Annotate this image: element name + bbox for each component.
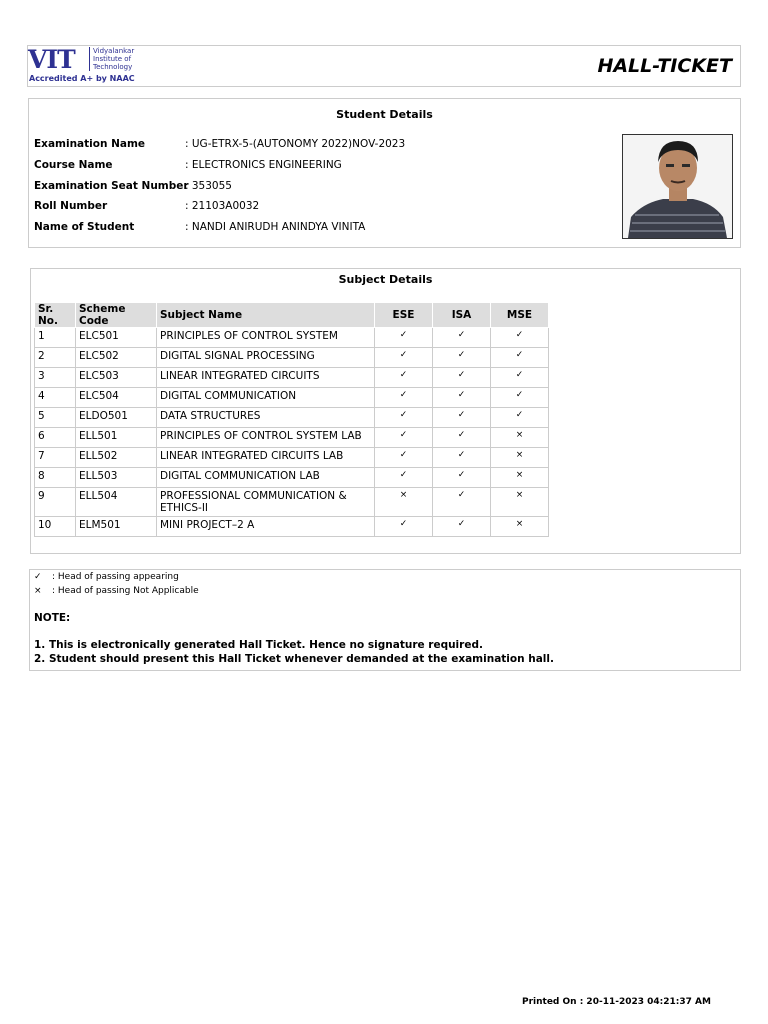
table-row: [35, 388, 549, 408]
table-header-row: [35, 303, 549, 328]
sr-no-cell: 7: [35, 448, 76, 468]
logo-main: VIT: [28, 45, 75, 74]
course-name-label: Course Name: [34, 159, 113, 171]
subject-details-title: Subject Details: [338, 273, 433, 286]
student-name-label: Name of Student: [34, 221, 135, 233]
mse-cell: ✓: [491, 388, 549, 408]
sr-no-cell: 1: [35, 328, 76, 348]
subject-name-cell: PRINCIPLES OF CONTROL SYSTEM: [157, 328, 375, 348]
scheme-code-cell: ELL502: [76, 448, 157, 468]
header-scheme-code: Scheme Code: [76, 303, 157, 328]
table-row: [35, 408, 549, 428]
isa-cell: ✓: [433, 468, 491, 488]
legend-not-applicable: [34, 586, 199, 596]
legend-appearing-text: : Head of passing appearing: [52, 572, 179, 582]
ese-cell: ✓: [375, 368, 433, 388]
subject-name-cell: LINEAR INTEGRATED CIRCUITS LAB: [157, 448, 375, 468]
student-name-value: : NANDI ANIRUDH ANINDYA VINITA: [185, 221, 366, 233]
isa-cell: ✓: [433, 388, 491, 408]
scheme-code-cell: ELM501: [76, 517, 157, 537]
sr-no-cell: 5: [35, 408, 76, 428]
ese-cell: ✓: [375, 448, 433, 468]
note-title: NOTE:: [34, 612, 71, 624]
seat-number-label: Examination Seat Number: [34, 180, 189, 192]
table-row: [35, 348, 549, 368]
printed-on-timestamp: Printed On : 20-11-2023 04:21:37 AM: [522, 997, 711, 1007]
exam-name-label: Examination Name: [34, 138, 146, 150]
isa-cell: ✓: [433, 488, 491, 517]
page-title: HALL-TICKET: [597, 55, 732, 77]
ese-cell: ×: [375, 488, 433, 517]
student-details-panel: [28, 98, 741, 248]
header-bar: [27, 45, 741, 87]
subject-table: [34, 302, 549, 537]
mse-cell: ×: [491, 448, 549, 468]
mse-cell: ×: [491, 488, 549, 517]
mse-cell: ✓: [491, 328, 549, 348]
isa-cell: ✓: [433, 517, 491, 537]
sr-no-cell: 2: [35, 348, 76, 368]
table-row: [35, 428, 549, 448]
scheme-code-cell: ELL504: [76, 488, 157, 517]
table-row: [35, 468, 549, 488]
table-row: [35, 328, 549, 348]
ese-cell: ✓: [375, 348, 433, 368]
subject-name-cell: DIGITAL COMMUNICATION LAB: [157, 468, 375, 488]
sr-no-cell: 10: [35, 517, 76, 537]
scheme-code-cell: ELC503: [76, 368, 157, 388]
mse-cell: ×: [491, 428, 549, 448]
isa-cell: ✓: [433, 348, 491, 368]
isa-cell: ✓: [433, 428, 491, 448]
sr-no-cell: 8: [35, 468, 76, 488]
scheme-code-cell: ELC501: [76, 328, 157, 348]
seat-number-value: : 353055: [185, 180, 232, 192]
note-line-1: 1. This is electronically generated Hall Ticket. Hence no signature required.: [34, 639, 483, 651]
student-photo: [622, 134, 733, 239]
isa-cell: ✓: [433, 328, 491, 348]
ese-cell: ✓: [375, 428, 433, 448]
ese-cell: ✓: [375, 388, 433, 408]
sr-no-cell: 9: [35, 488, 76, 517]
ese-cell: ✓: [375, 408, 433, 428]
mse-cell: ×: [491, 468, 549, 488]
scheme-code-cell: ELL503: [76, 468, 157, 488]
roll-number-value: : 21103A0032: [185, 200, 260, 212]
roll-number-label: Roll Number: [34, 200, 108, 212]
mse-cell: ✓: [491, 348, 549, 368]
logo-institute-name: Vidyalankar Institute of Technology: [89, 47, 134, 71]
table-row: [35, 448, 549, 468]
header-mse: MSE: [491, 303, 549, 328]
ese-cell: ✓: [375, 468, 433, 488]
header-subject-name: Subject Name: [157, 303, 375, 328]
mse-cell: ✓: [491, 408, 549, 428]
note-line-2: 2. Student should present this Hall Ticket whenever demanded at the examination hall.: [34, 653, 554, 665]
course-name-value: : ELECTRONICS ENGINEERING: [185, 159, 342, 171]
scheme-code-cell: ELL501: [76, 428, 157, 448]
subject-details-panel: [30, 268, 741, 554]
cross-icon: ×: [34, 586, 42, 596]
ese-cell: ✓: [375, 517, 433, 537]
exam-name-value: : UG-ETRX-5-(AUTONOMY 2022)NOV-2023: [185, 138, 406, 150]
table-row: [35, 488, 549, 517]
isa-cell: ✓: [433, 368, 491, 388]
subject-name-cell: DIGITAL COMMUNICATION: [157, 388, 375, 408]
sr-no-cell: 3: [35, 368, 76, 388]
scheme-code-cell: ELDO501: [76, 408, 157, 428]
table-row: [35, 517, 549, 537]
check-icon: ✓: [34, 572, 42, 582]
subject-name-cell: PROFESSIONAL COMMUNICATION & ETHICS-II: [157, 488, 375, 517]
legend-appearing: [34, 572, 179, 582]
header-sr-no: Sr. No.: [35, 303, 76, 328]
mse-cell: ✓: [491, 368, 549, 388]
header-isa: ISA: [433, 303, 491, 328]
legend-notes-panel: [29, 569, 741, 671]
subject-name-cell: LINEAR INTEGRATED CIRCUITS: [157, 368, 375, 388]
sr-no-cell: 6: [35, 428, 76, 448]
mse-cell: ×: [491, 517, 549, 537]
table-row: [35, 368, 549, 388]
scheme-code-cell: ELC504: [76, 388, 157, 408]
subject-name-cell: DIGITAL SIGNAL PROCESSING: [157, 348, 375, 368]
subject-name-cell: DATA STRUCTURES: [157, 408, 375, 428]
header-ese: ESE: [375, 303, 433, 328]
ese-cell: ✓: [375, 328, 433, 348]
scheme-code-cell: ELC502: [76, 348, 157, 368]
sr-no-cell: 4: [35, 388, 76, 408]
isa-cell: ✓: [433, 448, 491, 468]
logo-accreditation: Accredited A+ by NAAC: [29, 74, 135, 83]
student-details-title: Student Details: [336, 108, 433, 121]
institute-logo: [28, 46, 138, 86]
legend-not-applicable-text: : Head of passing Not Applicable: [52, 586, 199, 596]
subject-name-cell: PRINCIPLES OF CONTROL SYSTEM LAB: [157, 428, 375, 448]
isa-cell: ✓: [433, 408, 491, 428]
subject-name-cell: MINI PROJECT–2 A: [157, 517, 375, 537]
